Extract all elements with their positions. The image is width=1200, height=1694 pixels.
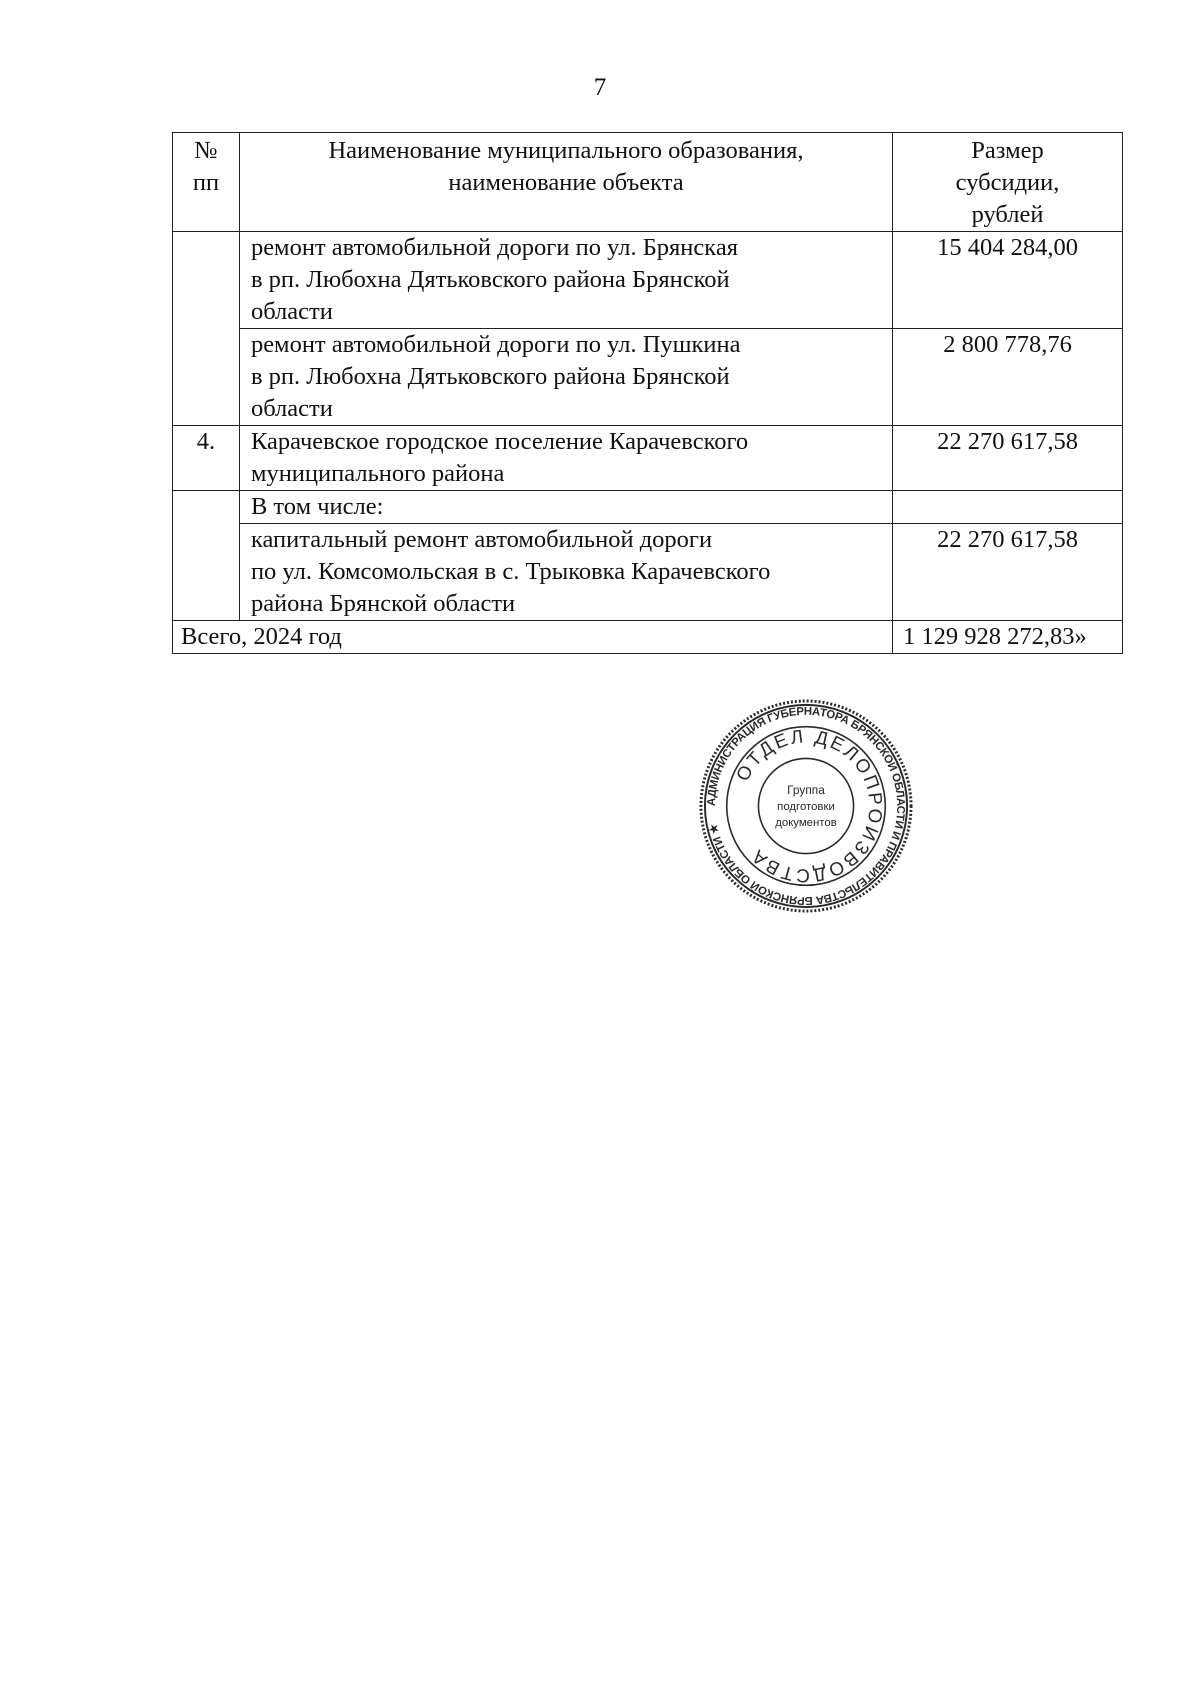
subsidy-table (172, 132, 1123, 654)
row-number-cell (173, 232, 240, 426)
row-number-cell (173, 491, 240, 621)
table-row (173, 426, 1123, 491)
row-amount-cell: 22 270 617,58 (893, 524, 1123, 621)
row-name-cell: ремонт автомобильной дороги по ул. Брянская в рп. Любохна Дятьковского района Брянской области (239, 232, 892, 329)
total-row (173, 621, 1123, 654)
row-amount-cell: 22 270 617,58 (893, 426, 1123, 491)
stamp-outer-text: АДМИНИСТРАЦИЯ ГУБЕРНАТОРА БРЯНСКОЙ ОБЛАСТИ И ПРАВИТЕЛЬСТВА БРЯНСКОЙ ОБЛАСТИ ★ (705, 705, 907, 907)
table-header-row (173, 133, 1123, 232)
table-row (173, 232, 1123, 329)
stamp-center-line-1: Группа (787, 783, 825, 798)
total-amount: 1 129 928 272,83» (893, 621, 1123, 654)
row-name-cell: ремонт автомобильной дороги по ул. Пушкина в рп. Любохна Дятьковского района Брянской области (239, 329, 892, 426)
table-row (173, 524, 1123, 621)
row-amount-cell (893, 491, 1123, 524)
row-amount-cell: 15 404 284,00 (893, 232, 1123, 329)
stamp-seal (697, 697, 915, 915)
row-amount-cell: 2 800 778,76 (893, 329, 1123, 426)
header-name: Наименование муниципального образования, наименование объекта (239, 133, 892, 232)
stamp-center-line-3: документов (775, 816, 837, 829)
row-name-cell: капитальный ремонт автомобильной дороги по ул. Комсомольская в с. Трыковка Карачевского района Брянской области (239, 524, 892, 621)
table-row (173, 491, 1123, 524)
row-number-cell: 4. (173, 426, 240, 491)
page-number: 7 (593, 74, 607, 101)
total-label: Всего, 2024 год (173, 621, 893, 654)
stamp-center-line-2: подготовки (777, 800, 835, 813)
row-name-cell: В том числе: (239, 491, 892, 524)
row-name-cell: Карачевское городское поселение Карачевского муниципального района (239, 426, 892, 491)
header-num: № пп (173, 133, 240, 232)
stamp-inner-text: ОТДЕЛ ДЕЛОПРОИЗВОДСТВА (731, 725, 887, 887)
table-row (173, 329, 1123, 426)
header-amount: Размер субсидии, рублей (893, 133, 1123, 232)
